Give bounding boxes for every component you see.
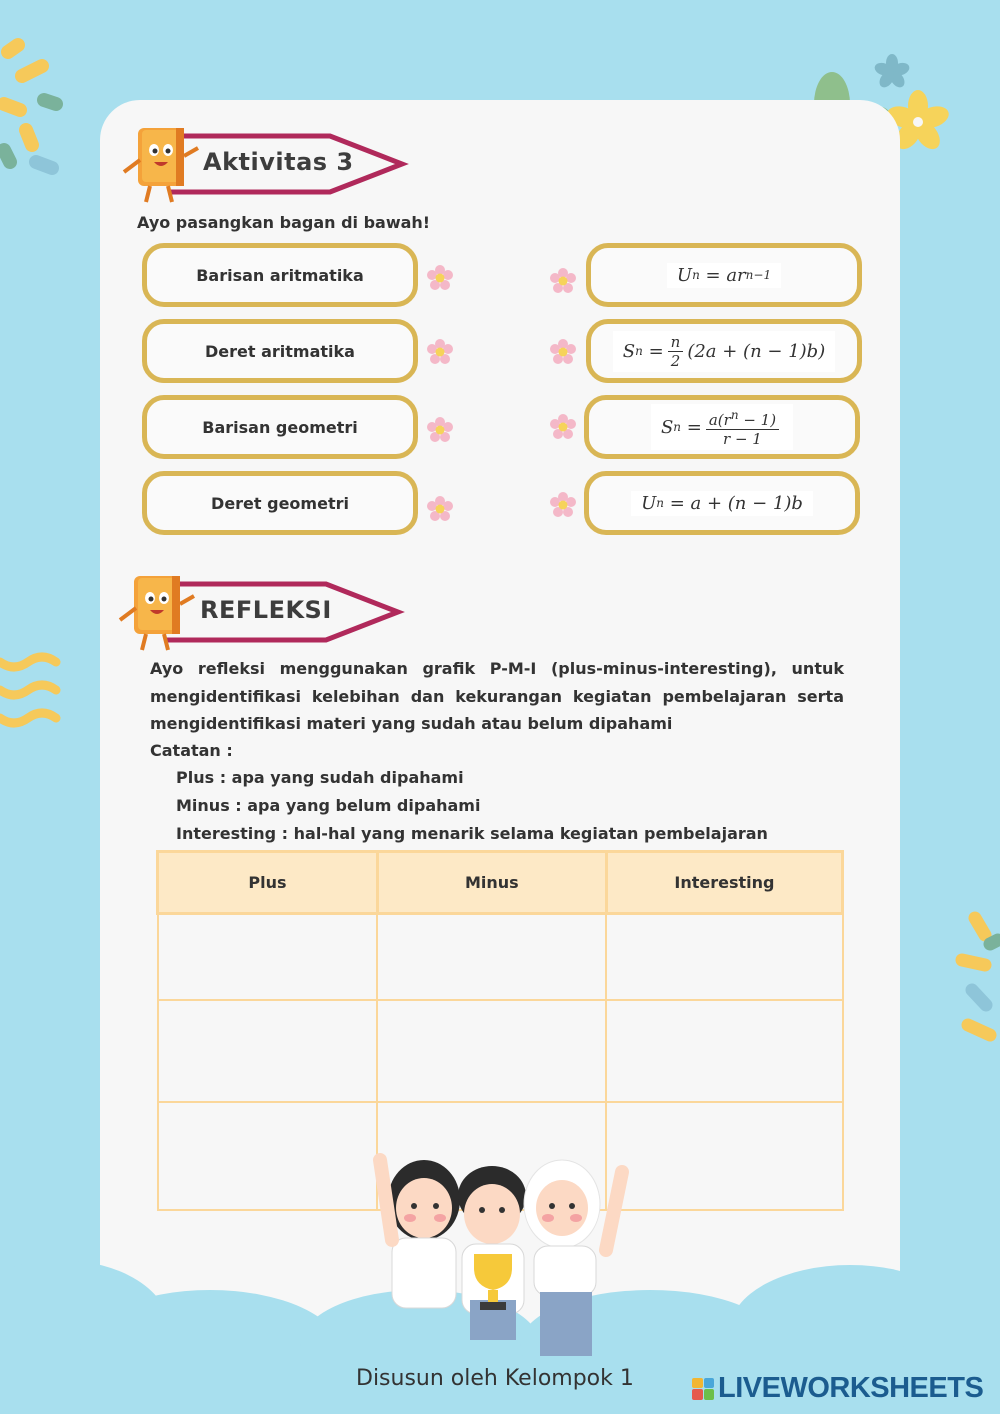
formula-geometric-term: U n = ar n−1 <box>667 263 781 288</box>
match-left-label: Barisan aritmatika <box>196 265 364 285</box>
match-left-label: Deret aritmatika <box>205 341 355 361</box>
header-interesting: Interesting <box>606 852 842 914</box>
note-interesting: Interesting : hal-hal yang menarik selama kegiatan pembelajaran <box>176 824 768 843</box>
note-minus: Minus : apa yang belum dipahami <box>176 796 481 815</box>
match-left-label: Barisan geometri <box>202 417 358 437</box>
header-minus: Minus <box>377 852 606 914</box>
formula-arithmetic-term: U n = a + (n − 1)b <box>631 491 813 516</box>
reflection-paragraph: Ayo refleksi menggunakan grafik P-M-I (plus-minus-interesting), untuk mengidentifikasi kelebihan dan kekurangan kegiatan pembelajaran serta mengidentifikasi materi yang sudah atau belum dipahami <box>150 659 844 733</box>
notes-label: Catatan : <box>150 741 233 760</box>
activity-title: Aktivitas 3 <box>203 148 354 176</box>
liveworksheets-logo-icon <box>692 1378 714 1400</box>
footer-credit: Disusun oleh Kelompok 1 <box>356 1366 634 1391</box>
note-plus: Plus : apa yang sudah dipahami <box>176 768 464 787</box>
liveworksheets-brand[interactable] <box>692 1372 983 1405</box>
formula-arithmetic-sum: S n = $\frac{n}{2}$ (2a + (n − 1)b) <box>613 331 835 372</box>
formula-geometric-sum: S n = $\frac{a(r^n - 1)}{r - 1}$ <box>651 404 793 450</box>
brand-name: LIVEWORKSHEETS <box>718 1372 984 1404</box>
match-left-label: Deret geometri <box>211 493 349 513</box>
header-plus: Plus <box>158 852 378 914</box>
reflection-title: REFLEKSI <box>200 596 332 624</box>
activity-instruction: Ayo pasangkan bagan di bawah! <box>137 213 431 232</box>
